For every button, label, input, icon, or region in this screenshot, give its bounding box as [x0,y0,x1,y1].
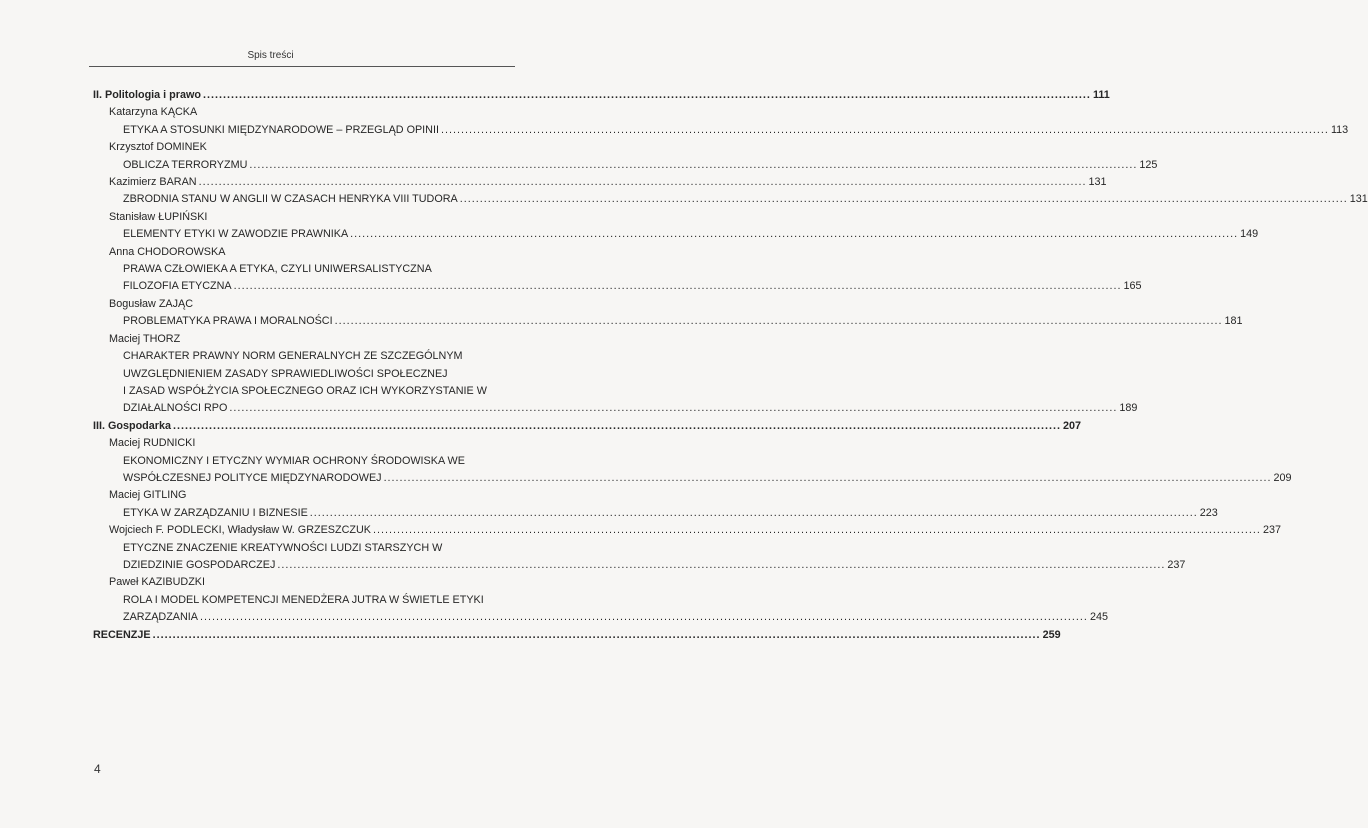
toc-page-number: 207 [1062,419,1081,432]
toc-title-entry [93,609,1108,626]
leader-dots: .............................................................................................................................................................................................................................. [309,506,1198,519]
leader-dots: .............................................................................................................................................................................................................................. [383,471,1272,484]
toc-entry-text: ETYKA W ZARZĄDZANIU I BIZNESIE [123,506,308,519]
toc-entry-text: OBLICZA TERRORYZMU [123,158,248,171]
toc-page-number: 131 [1349,193,1368,206]
leader-dots: .............................................................................................................................................................................................................................. [173,419,1061,432]
toc-title-entry [93,592,514,609]
toc-title-entry [93,226,1259,243]
toc-entry-text: ROLA I MODEL KOMPETENCJI MENEDŻERA JUTRA W ŚWIETLE ETYKI [123,593,484,606]
toc-entry-text: Krzysztof DOMINEK [109,141,207,154]
toc-title-entry [93,557,1186,574]
toc-title-entry [93,505,1218,522]
leader-dots: .............................................................................................................................................................................................................................. [198,176,1087,189]
toc-entry-text: DZIEDZINIE GOSPODARCZEJ [123,558,276,571]
table-of-contents [93,87,1368,644]
toc-page-number: 149 [1240,228,1259,241]
toc-entry-text: CHARAKTER PRAWNY NORM GENERALNYCH ZE SZCZEGÓLNYM [123,350,463,363]
toc-page-number: 181 [1224,315,1243,328]
toc-entry-text: Maciej RUDNICKI [109,437,196,450]
toc-author-entry [93,331,514,348]
toc-author-entry [93,487,514,504]
toc-page-number: 165 [1123,280,1142,293]
toc-page-number: 259 [1042,628,1061,641]
toc-entry-text: FILOZOFIA ETYCZNA [123,280,232,293]
toc-title-entry [93,191,1368,208]
leader-dots: .............................................................................................................................................................................................................................. [459,193,1348,206]
toc-author-entry [93,104,514,121]
leader-dots: .............................................................................................................................................................................................................................. [233,280,1122,293]
toc-entry-text: EKONOMICZNY I ETYCZNY WYMIAR OCHRONY ŚRODOWISKA WE [123,454,465,467]
toc-author-entry [93,522,1281,539]
toc-entry-text: PROBLEMATYKA PRAWA I MORALNOŚCI [123,315,333,328]
toc-entry-text: UWZGLĘDNIENIEM ZASADY SPRAWIEDLIWOŚCI SPOŁECZNEJ [123,367,448,380]
toc-title-entry [93,366,514,383]
toc-title-entry [93,348,514,365]
header-rule [89,66,515,67]
page-number: 4 [94,762,101,776]
toc-page-number: 111 [1092,89,1110,101]
toc-entry-text: Katarzyna KĄCKA [109,106,198,119]
leader-dots: .............................................................................................................................................................................................................................. [152,628,1041,641]
toc-page-number: 189 [1119,402,1138,415]
toc-entry-text: I ZASAD WSPÓŁŻYCIA SPOŁECZNEGO ORAZ ICH WYKORZYSTANIE W [123,384,487,397]
toc-entry-text: ZARZĄDZANIA [123,611,198,624]
leader-dots: .............................................................................................................................................................................................................................. [202,89,1091,101]
toc-title-entry [93,400,1138,417]
leader-dots: .............................................................................................................................................................................................................................. [199,611,1088,624]
toc-entry-text: Anna CHODOROWSKA [109,245,226,258]
toc-title-entry [93,122,1349,139]
toc-entry-text: II. Politologia i prawo [93,89,201,101]
toc-page-number: 209 [1273,471,1292,484]
toc-entry-text: Maciej GITLING [109,489,187,502]
toc-title-entry [93,453,514,470]
toc-title-entry [93,278,1142,295]
toc-entry-text: Maciej THORZ [109,332,181,345]
toc-title-entry [93,313,1243,330]
toc-title-entry [93,540,514,557]
toc-author-entry [93,244,514,261]
toc-page-number: 125 [1139,158,1158,171]
toc-author-entry [93,139,514,156]
toc-author-entry [93,209,514,226]
toc-author-entry [93,574,514,591]
toc-page-number: 245 [1089,611,1108,624]
toc-entry-text: ELEMENTY ETYKI W ZAWODZIE PRAWNIKA [123,228,349,241]
toc-part-entry [93,418,1081,435]
toc-entry-text: PRAWA CZŁOWIEKA A ETYKA, CZYLI UNIWERSALISTYCZNA [123,263,432,276]
toc-part-entry [93,627,1061,644]
toc-title-entry [93,470,1292,487]
leader-dots: .............................................................................................................................................................................................................................. [229,402,1118,415]
toc-title-entry [93,157,1158,174]
toc-page-number: 113 [1330,123,1349,136]
toc-page-number: 237 [1262,524,1281,537]
toc-page-number: 223 [1199,506,1218,519]
toc-entry-text: RECENZJE [93,628,151,641]
toc-entry-text: ZBRODNIA STANU W ANGLII W CZASACH HENRYKA VIII TUDORA [123,193,458,206]
toc-title-entry [93,261,514,278]
toc-page-number: 237 [1167,558,1186,571]
toc-entry-text: WSPÓŁCZESNEJ POLITYCE MIĘDZYNARODOWEJ [123,471,382,484]
toc-author-entry [93,435,514,452]
leader-dots: .............................................................................................................................................................................................................................. [440,123,1329,136]
toc-entry-text: Kazimierz BARAN [109,176,197,189]
toc-part-entry [93,87,1110,104]
toc-entry-text: Wojciech F. PODLECKI, Władysław W. GRZESZCZUK [109,524,371,537]
toc-entry-text: Bogusław ZAJĄC [109,297,194,310]
leader-dots: .............................................................................................................................................................................................................................. [249,158,1138,171]
leader-dots: .............................................................................................................................................................................................................................. [334,315,1223,328]
toc-entry-text: ETYCZNE ZNACZENIE KREATYWNOŚCI LUDZI STARSZYCH W [123,541,443,554]
leader-dots: .............................................................................................................................................................................................................................. [350,228,1239,241]
leader-dots: .............................................................................................................................................................................................................................. [277,558,1166,571]
toc-author-entry [93,296,514,313]
toc-page-number: 131 [1088,176,1107,189]
toc-entry-text: DZIAŁALNOŚCI RPO [123,402,228,415]
leader-dots: .............................................................................................................................................................................................................................. [372,524,1261,537]
toc-author-entry [93,174,1107,191]
toc-entry-text: III. Gospodarka [93,419,171,432]
running-head: Spis treści [247,50,294,61]
toc-entry-text: Stanisław ŁUPIŃSKI [109,210,208,223]
toc-title-entry [93,383,514,400]
toc-entry-text: ETYKA A STOSUNKI MIĘDZYNARODOWE – PRZEGLĄD OPINII [123,123,439,136]
toc-entry-text: Paweł KAZIBUDZKI [109,576,205,589]
